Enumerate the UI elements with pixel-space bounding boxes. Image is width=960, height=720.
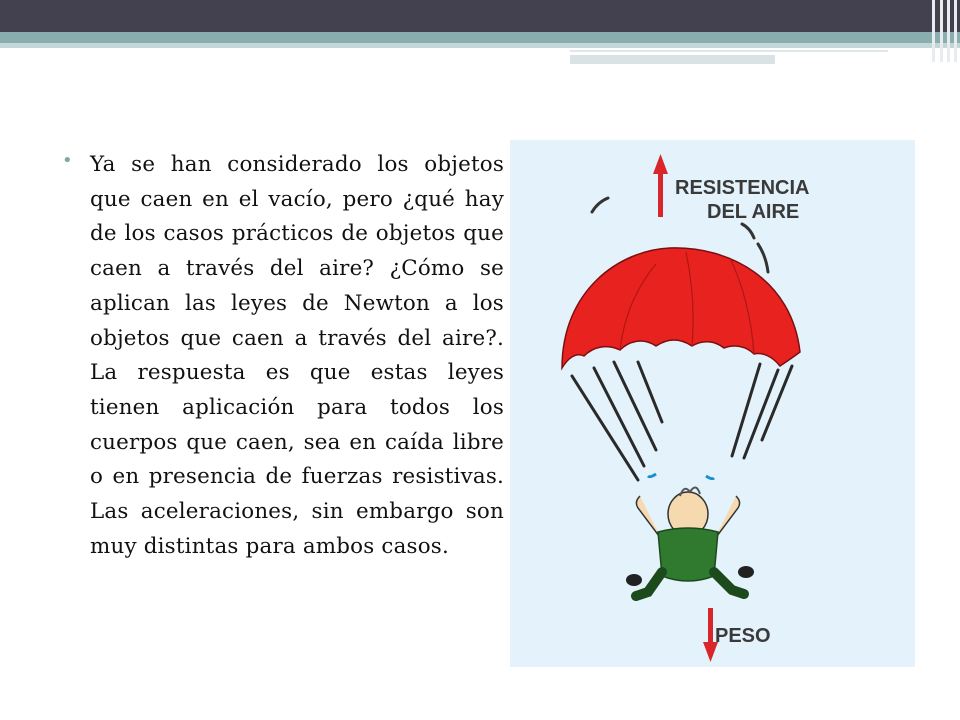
air-resistance-label — [675, 176, 809, 224]
bullet-list — [62, 148, 504, 564]
parachute-canopy-icon — [562, 248, 800, 368]
bullet-paragraph: Ya se han considerado los objetos que caen en el vacío, pero ¿qué hay de los casos prácticos de objetos que caen a través del aire? ¿Cómo se aplican las leyes de Newton a los objetos que caen a través del aire?. La respuesta es que estas leyes tienen aplicación para todos los cuerpos que caen, sea en caída libre o en presencia de fuerzas resistivas. Las aceleraciones, sin embargo son muy distintas para ambos casos. — [90, 152, 504, 559]
shroud-lines — [572, 362, 792, 480]
person-icon — [626, 487, 754, 596]
header-vertical-lines — [930, 0, 960, 62]
header-accent-line — [570, 50, 888, 52]
header-teal-bar — [0, 32, 960, 43]
air-resistance-label-line1: RESISTENCIA — [675, 177, 810, 199]
up-arrow-icon — [653, 154, 668, 217]
air-resistance-label-line2: DEL AIRE — [707, 201, 800, 223]
weight-label: PESO — [715, 625, 771, 647]
bullet-dot-icon: • — [62, 150, 73, 171]
parachute-illustration — [510, 140, 915, 667]
header-dark-bar — [0, 0, 960, 32]
header-teal-bar-light — [0, 43, 960, 48]
header-accent-block — [570, 55, 775, 64]
